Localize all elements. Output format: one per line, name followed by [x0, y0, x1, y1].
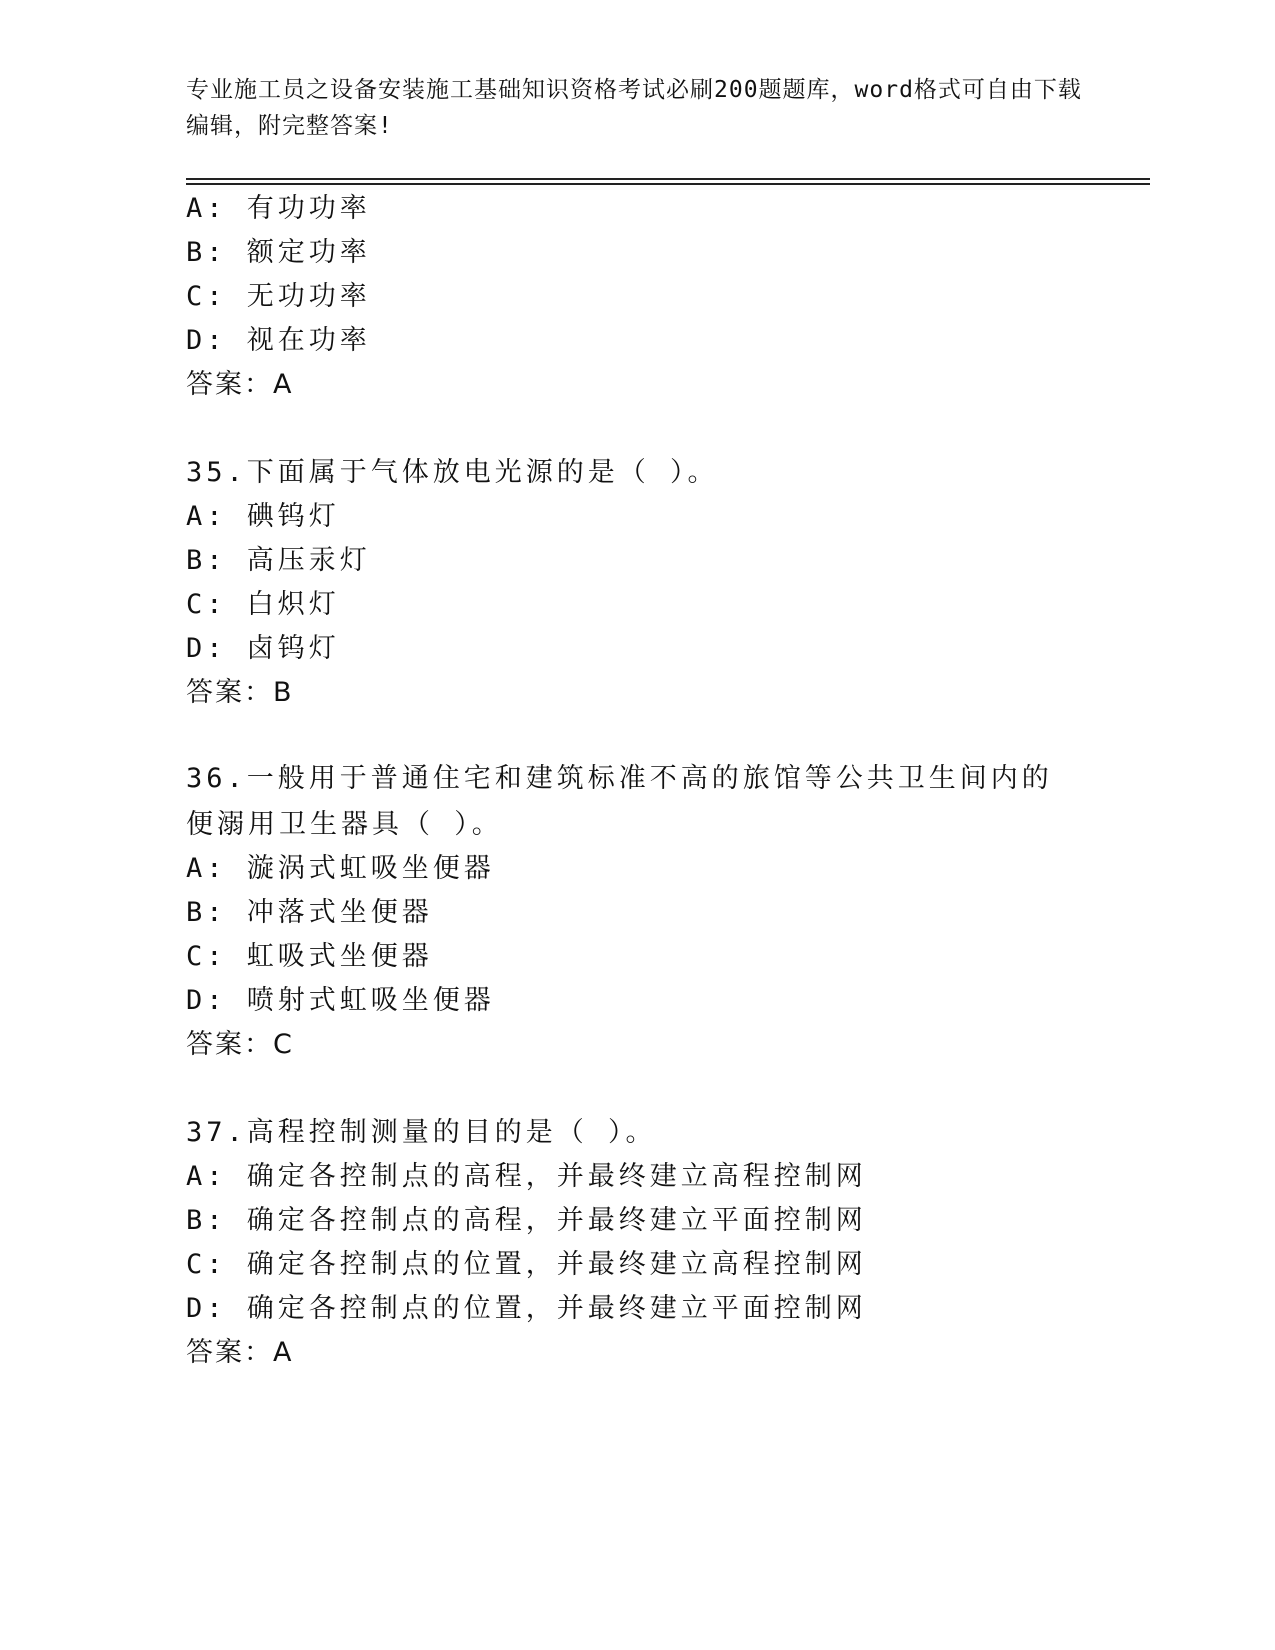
q34-answer: 答案：A — [186, 369, 294, 400]
q35-option-b: B: 高压汞灯 — [186, 545, 371, 576]
q34-option-d: D: 视在功率 — [186, 325, 371, 356]
q35-question: 35.下面属于气体放电光源的是（ ）。 — [186, 457, 719, 488]
q34-option-c: C: 无功功率 — [186, 281, 371, 312]
q36-option-d: D: 喷射式虹吸坐便器 — [186, 985, 495, 1016]
q35-option-c: C: 白炽灯 — [186, 589, 340, 620]
q37-option-c: C: 确定各控制点的位置，并最终建立高程控制网 — [186, 1249, 867, 1280]
q36-question: 36.一般用于普通住宅和建筑标准不高的旅馆等公共卫生间内的便溺用卫生器具（ ）。 — [186, 763, 1053, 840]
q35-option-d: D: 卤钨灯 — [186, 633, 340, 664]
header-divider-bottom — [186, 183, 1150, 185]
q36-option-b: B: 冲落式坐便器 — [186, 897, 433, 928]
q34-option-b: B: 额定功率 — [186, 237, 371, 268]
q37-question: 37.高程控制测量的目的是（ ）。 — [186, 1117, 657, 1148]
q37-option-d: D: 确定各控制点的位置，并最终建立平面控制网 — [186, 1293, 867, 1324]
q37-option-b: B: 确定各控制点的高程，并最终建立平面控制网 — [186, 1205, 867, 1236]
q35-option-a: A: 碘钨灯 — [186, 501, 340, 532]
q36-option-c: C: 虹吸式坐便器 — [186, 941, 433, 972]
q34-option-a: A: 有功功率 — [186, 193, 371, 224]
q36-option-a: A: 漩涡式虹吸坐便器 — [186, 853, 495, 884]
q35-answer: 答案：B — [186, 677, 294, 708]
document-intro: 专业施工员之设备安装施工基础知识资格考试必刷200题题库，word格式可自由下载编辑，附完整答案! — [186, 77, 1082, 139]
q37-answer: 答案：A — [186, 1337, 294, 1368]
q36-answer: 答案：C — [186, 1029, 294, 1060]
header-divider-top — [186, 178, 1150, 180]
q37-option-a: A: 确定各控制点的高程，并最终建立高程控制网 — [186, 1161, 867, 1192]
